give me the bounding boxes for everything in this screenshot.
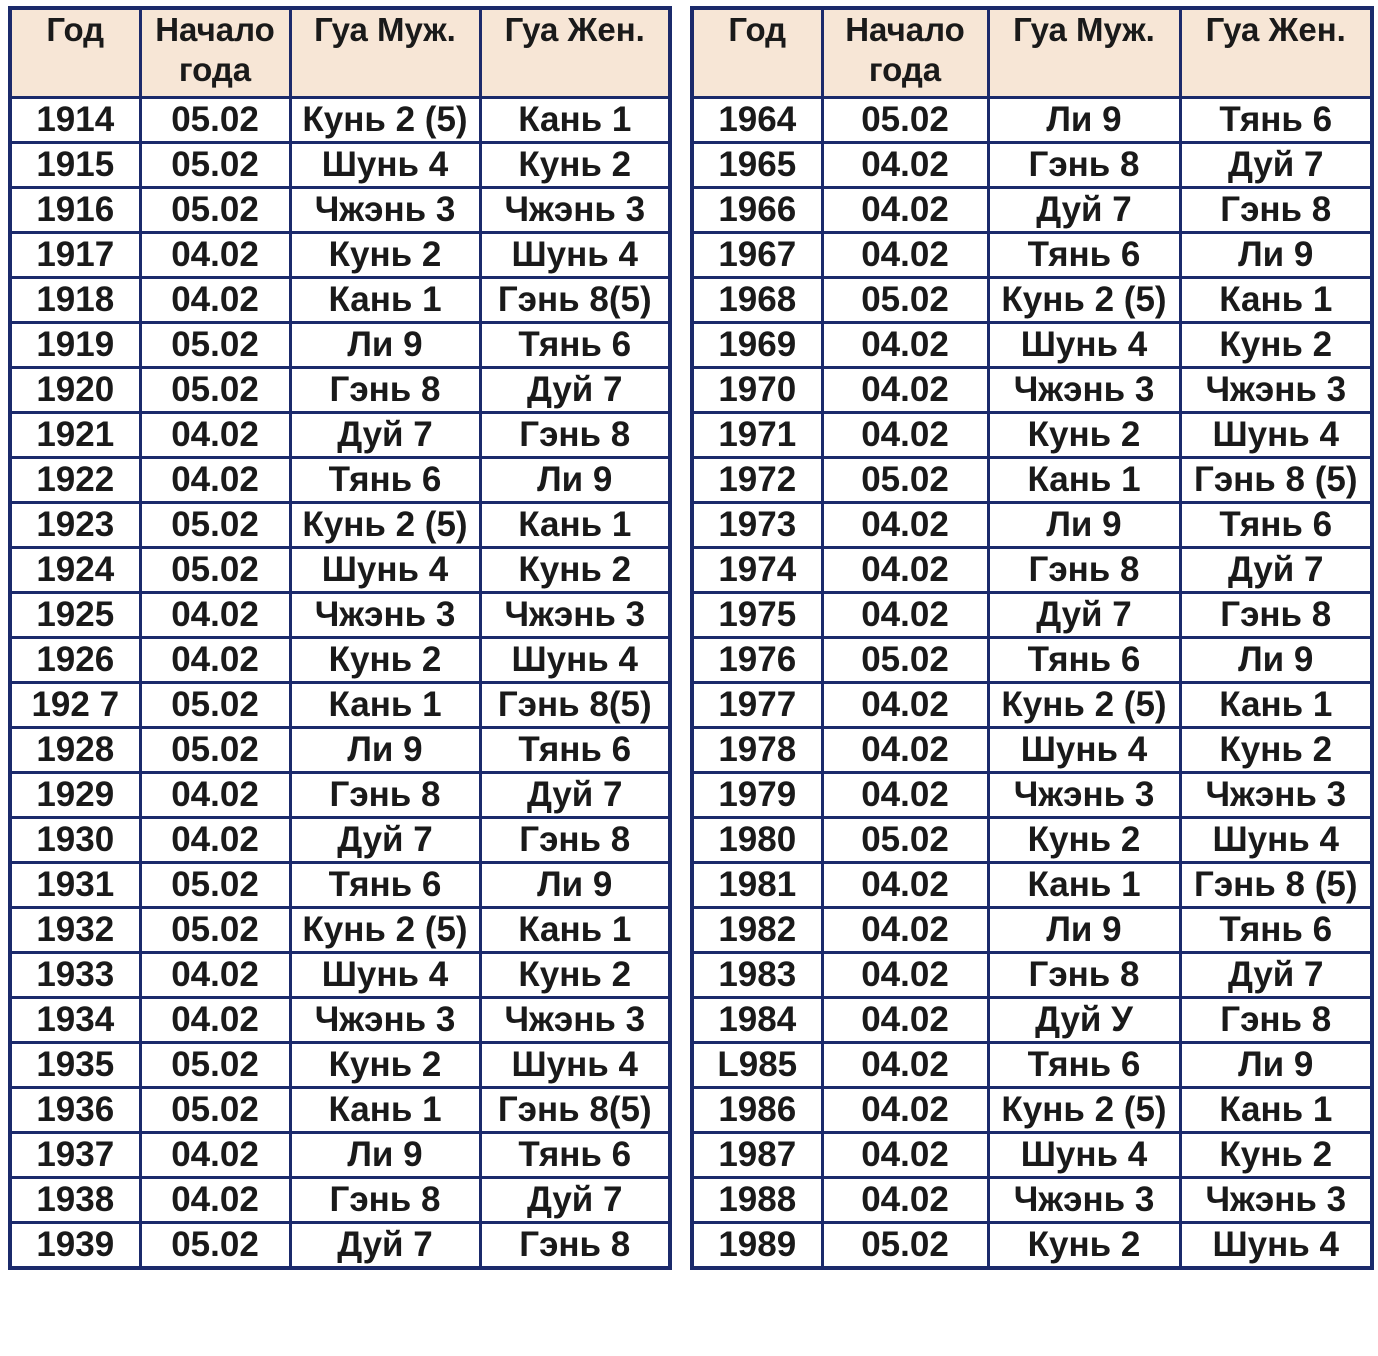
year-cell: 1979 xyxy=(692,773,822,818)
start-date-cell: 04.02 xyxy=(822,728,988,773)
year-cell: 1971 xyxy=(692,413,822,458)
gua-male-cell: Дуй 7 xyxy=(290,413,480,458)
table-row xyxy=(10,953,670,998)
gua-male-cell: Шунь 4 xyxy=(290,953,480,998)
year-cell: 1932 xyxy=(10,908,140,953)
gua-male-cell: Шунь 4 xyxy=(290,548,480,593)
gua-male-cell: Гэнь 8 xyxy=(988,953,1180,998)
table-row xyxy=(692,1223,1372,1269)
gua-female-cell: Кань 1 xyxy=(1180,1088,1372,1133)
gua-female-cell: Шунь 4 xyxy=(480,638,670,683)
gua-male-cell: Ли 9 xyxy=(988,503,1180,548)
year-cell: 1976 xyxy=(692,638,822,683)
start-date-cell: 04.02 xyxy=(140,773,290,818)
gua-male-cell: Дуй 7 xyxy=(988,593,1180,638)
table-row xyxy=(10,503,670,548)
start-date-cell: 04.02 xyxy=(140,1133,290,1178)
gua-male-cell: Гэнь 8 xyxy=(988,548,1180,593)
table-row xyxy=(10,818,670,863)
table-row xyxy=(10,773,670,818)
table-row xyxy=(10,458,670,503)
year-cell: L985 xyxy=(692,1043,822,1088)
table-gap xyxy=(672,6,690,1270)
start-date-cell: 05.02 xyxy=(140,683,290,728)
year-cell: 1965 xyxy=(692,143,822,188)
table-row xyxy=(692,863,1372,908)
gua-male-cell: Чжэнь 3 xyxy=(290,188,480,233)
gua-male-cell: Шунь 4 xyxy=(988,1133,1180,1178)
start-date-cell: 04.02 xyxy=(140,1178,290,1223)
header-gua-female: Гуа Жен. xyxy=(480,8,670,98)
gua-female-cell: Гэнь 8 xyxy=(480,413,670,458)
start-date-cell: 04.02 xyxy=(822,188,988,233)
year-cell: 1930 xyxy=(10,818,140,863)
header-start: Начало года xyxy=(822,8,988,98)
gua-male-cell: Кань 1 xyxy=(290,278,480,323)
year-cell: 1981 xyxy=(692,863,822,908)
start-date-cell: 04.02 xyxy=(822,323,988,368)
year-cell: 1917 xyxy=(10,233,140,278)
start-date-cell: 04.02 xyxy=(140,278,290,323)
gua-female-cell: Кунь 2 xyxy=(480,953,670,998)
start-date-cell: 05.02 xyxy=(140,548,290,593)
table-row xyxy=(692,143,1372,188)
gua-female-cell: Гэнь 8 xyxy=(480,1223,670,1269)
gua-male-cell: Кунь 2 (5) xyxy=(290,908,480,953)
start-date-cell: 04.02 xyxy=(822,143,988,188)
gua-female-cell: Чжэнь 3 xyxy=(480,593,670,638)
year-cell: 1934 xyxy=(10,998,140,1043)
gua-male-cell: Кунь 2 (5) xyxy=(988,683,1180,728)
year-cell: 1969 xyxy=(692,323,822,368)
table-row xyxy=(10,683,670,728)
header-year: Год xyxy=(10,8,140,98)
table-row xyxy=(10,143,670,188)
start-date-cell: 05.02 xyxy=(140,1223,290,1269)
start-date-cell: 04.02 xyxy=(822,1133,988,1178)
year-cell: 1920 xyxy=(10,368,140,413)
year-cell: 1970 xyxy=(692,368,822,413)
year-cell: 1984 xyxy=(692,998,822,1043)
start-date-cell: 05.02 xyxy=(822,98,988,143)
gua-female-cell: Кань 1 xyxy=(1180,278,1372,323)
year-cell: 1977 xyxy=(692,683,822,728)
gua-female-cell: Шунь 4 xyxy=(480,1043,670,1088)
year-cell: 1968 xyxy=(692,278,822,323)
gua-male-cell: Ли 9 xyxy=(290,323,480,368)
year-cell: 1964 xyxy=(692,98,822,143)
table-row xyxy=(692,98,1372,143)
gua-female-cell: Кань 1 xyxy=(480,503,670,548)
gua-female-cell: Кунь 2 xyxy=(1180,323,1372,368)
gua-male-cell: Чжэнь 3 xyxy=(290,998,480,1043)
year-cell: 1924 xyxy=(10,548,140,593)
table-row xyxy=(10,908,670,953)
gua-female-cell: Дуй 7 xyxy=(480,1178,670,1223)
year-cell: 1982 xyxy=(692,908,822,953)
start-date-cell: 04.02 xyxy=(140,413,290,458)
gua-male-cell: Кунь 2 (5) xyxy=(290,503,480,548)
header-start: Начало года xyxy=(140,8,290,98)
table-row xyxy=(10,1133,670,1178)
year-cell: 1918 xyxy=(10,278,140,323)
year-cell: 1937 xyxy=(10,1133,140,1178)
gua-table-right xyxy=(690,6,1374,1270)
gua-male-cell: Дуй 7 xyxy=(290,818,480,863)
table-row xyxy=(10,1088,670,1133)
year-cell: 1983 xyxy=(692,953,822,998)
gua-male-cell: Кань 1 xyxy=(988,863,1180,908)
gua-female-cell: Гэнь 8 xyxy=(1180,593,1372,638)
gua-female-cell: Дуй 7 xyxy=(1180,143,1372,188)
gua-male-cell: Дуй 7 xyxy=(290,1223,480,1269)
start-date-cell: 05.02 xyxy=(822,818,988,863)
gua-female-cell: Ли 9 xyxy=(480,458,670,503)
gua-female-cell: Дуй 7 xyxy=(480,773,670,818)
gua-female-cell: Шунь 4 xyxy=(480,233,670,278)
header-row xyxy=(10,8,670,98)
start-date-cell: 04.02 xyxy=(822,548,988,593)
year-cell: 1929 xyxy=(10,773,140,818)
year-cell: 192 7 xyxy=(10,683,140,728)
gua-female-cell: Чжэнь 3 xyxy=(1180,773,1372,818)
table-row xyxy=(692,998,1372,1043)
gua-female-cell: Гэнь 8(5) xyxy=(480,683,670,728)
start-date-cell: 04.02 xyxy=(140,818,290,863)
table-row xyxy=(10,728,670,773)
start-date-cell: 05.02 xyxy=(140,503,290,548)
gua-male-cell: Тянь 6 xyxy=(290,863,480,908)
start-date-cell: 05.02 xyxy=(822,1223,988,1269)
table-row xyxy=(692,593,1372,638)
table-row xyxy=(692,548,1372,593)
year-cell: 1988 xyxy=(692,1178,822,1223)
start-date-cell: 04.02 xyxy=(822,1088,988,1133)
start-date-cell: 04.02 xyxy=(822,368,988,413)
gua-female-cell: Ли 9 xyxy=(480,863,670,908)
start-date-cell: 05.02 xyxy=(822,278,988,323)
gua-male-cell: Кунь 2 xyxy=(290,638,480,683)
table-row xyxy=(692,1088,1372,1133)
start-date-cell: 05.02 xyxy=(140,98,290,143)
start-date-cell: 05.02 xyxy=(822,638,988,683)
table-row xyxy=(10,593,670,638)
start-date-cell: 05.02 xyxy=(140,863,290,908)
year-cell: 1967 xyxy=(692,233,822,278)
table-row xyxy=(10,233,670,278)
gua-male-cell: Кунь 2 (5) xyxy=(988,1088,1180,1133)
gua-female-cell: Кань 1 xyxy=(480,98,670,143)
gua-male-cell: Ли 9 xyxy=(988,908,1180,953)
start-date-cell: 05.02 xyxy=(140,1088,290,1133)
table-row xyxy=(692,953,1372,998)
table-row xyxy=(10,188,670,233)
start-date-cell: 04.02 xyxy=(822,503,988,548)
start-date-cell: 04.02 xyxy=(140,638,290,683)
gua-male-cell: Кунь 2 xyxy=(988,818,1180,863)
gua-female-cell: Гэнь 8 (5) xyxy=(1180,458,1372,503)
year-cell: 1922 xyxy=(10,458,140,503)
year-cell: 1973 xyxy=(692,503,822,548)
start-date-cell: 04.02 xyxy=(822,998,988,1043)
gua-male-cell: Кунь 2 xyxy=(988,1223,1180,1269)
year-cell: 1978 xyxy=(692,728,822,773)
start-date-cell: 04.02 xyxy=(822,413,988,458)
gua-male-cell: Ли 9 xyxy=(290,728,480,773)
gua-female-cell: Тянь 6 xyxy=(1180,98,1372,143)
gua-female-cell: Кунь 2 xyxy=(1180,728,1372,773)
table-row xyxy=(692,458,1372,503)
start-date-cell: 04.02 xyxy=(140,458,290,503)
gua-female-cell: Тянь 6 xyxy=(480,728,670,773)
gua-female-cell: Ли 9 xyxy=(1180,1043,1372,1088)
gua-male-cell: Тянь 6 xyxy=(988,638,1180,683)
start-date-cell: 04.02 xyxy=(822,1178,988,1223)
start-date-cell: 04.02 xyxy=(822,683,988,728)
table-row xyxy=(692,908,1372,953)
table-row xyxy=(692,233,1372,278)
year-cell: 1938 xyxy=(10,1178,140,1223)
gua-male-cell: Чжэнь 3 xyxy=(290,593,480,638)
table-row xyxy=(10,863,670,908)
gua-female-cell: Кунь 2 xyxy=(480,143,670,188)
gua-male-cell: Гэнь 8 xyxy=(290,1178,480,1223)
header-gua-female: Гуа Жен. xyxy=(1180,8,1372,98)
gua-female-cell: Шунь 4 xyxy=(1180,1223,1372,1269)
gua-table-left xyxy=(8,6,672,1270)
gua-female-cell: Чжэнь 3 xyxy=(480,998,670,1043)
year-cell: 1980 xyxy=(692,818,822,863)
year-cell: 1931 xyxy=(10,863,140,908)
gua-female-cell: Чжэнь 3 xyxy=(1180,368,1372,413)
gua-female-cell: Кунь 2 xyxy=(480,548,670,593)
year-cell: 1966 xyxy=(692,188,822,233)
year-cell: 1987 xyxy=(692,1133,822,1178)
year-cell: 1914 xyxy=(10,98,140,143)
gua-male-cell: Шунь 4 xyxy=(988,728,1180,773)
gua-male-cell: Чжэнь 3 xyxy=(988,368,1180,413)
table-row xyxy=(692,278,1372,323)
gua-male-cell: Шунь 4 xyxy=(290,143,480,188)
year-cell: 1972 xyxy=(692,458,822,503)
table-row xyxy=(692,1178,1372,1223)
gua-male-cell: Кунь 2 (5) xyxy=(290,98,480,143)
gua-male-cell: Кань 1 xyxy=(988,458,1180,503)
start-date-cell: 04.02 xyxy=(140,593,290,638)
gua-male-cell: Ли 9 xyxy=(290,1133,480,1178)
table-row xyxy=(692,773,1372,818)
gua-female-cell: Тянь 6 xyxy=(1180,503,1372,548)
start-date-cell: 05.02 xyxy=(140,188,290,233)
gua-male-cell: Дуй У xyxy=(988,998,1180,1043)
gua-male-cell: Кунь 2 xyxy=(290,233,480,278)
table-row xyxy=(10,98,670,143)
gua-female-cell: Ли 9 xyxy=(1180,638,1372,683)
gua-female-cell: Тянь 6 xyxy=(1180,908,1372,953)
year-cell: 1936 xyxy=(10,1088,140,1133)
start-date-cell: 05.02 xyxy=(140,323,290,368)
start-date-cell: 05.02 xyxy=(140,728,290,773)
table-row xyxy=(10,638,670,683)
gua-female-cell: Гэнь 8 xyxy=(1180,188,1372,233)
gua-female-cell: Дуй 7 xyxy=(1180,953,1372,998)
gua-female-cell: Гэнь 8 xyxy=(1180,998,1372,1043)
table-row xyxy=(10,548,670,593)
year-cell: 1975 xyxy=(692,593,822,638)
start-date-cell: 04.02 xyxy=(822,953,988,998)
table-row xyxy=(692,683,1372,728)
year-cell: 1921 xyxy=(10,413,140,458)
year-cell: 1986 xyxy=(692,1088,822,1133)
table-row xyxy=(692,1133,1372,1178)
start-date-cell: 05.02 xyxy=(140,368,290,413)
gua-male-cell: Кунь 2 xyxy=(290,1043,480,1088)
start-date-cell: 04.02 xyxy=(822,863,988,908)
gua-female-cell: Дуй 7 xyxy=(1180,548,1372,593)
gua-female-cell: Кунь 2 xyxy=(1180,1133,1372,1178)
gua-male-cell: Кунь 2 (5) xyxy=(988,278,1180,323)
start-date-cell: 04.02 xyxy=(140,998,290,1043)
gua-female-cell: Чжэнь 3 xyxy=(480,188,670,233)
start-date-cell: 05.02 xyxy=(140,143,290,188)
year-cell: 1915 xyxy=(10,143,140,188)
table-row xyxy=(10,1043,670,1088)
table-row xyxy=(10,998,670,1043)
table-row xyxy=(10,368,670,413)
table-row xyxy=(692,638,1372,683)
table-row xyxy=(692,323,1372,368)
year-cell: 1919 xyxy=(10,323,140,368)
table-row xyxy=(692,1043,1372,1088)
gua-female-cell: Шунь 4 xyxy=(1180,818,1372,863)
table-row xyxy=(692,818,1372,863)
header-gua-male: Гуа Муж. xyxy=(988,8,1180,98)
year-cell: 1935 xyxy=(10,1043,140,1088)
year-cell: 1926 xyxy=(10,638,140,683)
gua-female-cell: Чжэнь 3 xyxy=(1180,1178,1372,1223)
start-date-cell: 04.02 xyxy=(822,233,988,278)
gua-male-cell: Гэнь 8 xyxy=(290,773,480,818)
header-year: Год xyxy=(692,8,822,98)
year-cell: 1974 xyxy=(692,548,822,593)
start-date-cell: 04.02 xyxy=(822,773,988,818)
gua-male-cell: Тянь 6 xyxy=(290,458,480,503)
start-date-cell: 05.02 xyxy=(822,458,988,503)
year-cell: 1916 xyxy=(10,188,140,233)
gua-female-cell: Тянь 6 xyxy=(480,1133,670,1178)
gua-male-cell: Кунь 2 xyxy=(988,413,1180,458)
table-row xyxy=(10,278,670,323)
start-date-cell: 04.02 xyxy=(822,908,988,953)
gua-female-cell: Тянь 6 xyxy=(480,323,670,368)
gua-male-cell: Шунь 4 xyxy=(988,323,1180,368)
start-date-cell: 05.02 xyxy=(140,1043,290,1088)
table-row xyxy=(692,413,1372,458)
gua-male-cell: Дуй 7 xyxy=(988,188,1180,233)
year-cell: 1923 xyxy=(10,503,140,548)
gua-female-cell: Кань 1 xyxy=(480,908,670,953)
gua-male-cell: Тянь 6 xyxy=(988,1043,1180,1088)
gua-male-cell: Тянь 6 xyxy=(988,233,1180,278)
gua-female-cell: Дуй 7 xyxy=(480,368,670,413)
gua-male-cell: Чжэнь 3 xyxy=(988,773,1180,818)
gua-female-cell: Ли 9 xyxy=(1180,233,1372,278)
start-date-cell: 05.02 xyxy=(140,908,290,953)
gua-tables xyxy=(8,6,1374,1270)
start-date-cell: 04.02 xyxy=(140,233,290,278)
gua-male-cell: Гэнь 8 xyxy=(988,143,1180,188)
header-gua-male: Гуа Муж. xyxy=(290,8,480,98)
gua-female-cell: Гэнь 8(5) xyxy=(480,278,670,323)
gua-male-cell: Гэнь 8 xyxy=(290,368,480,413)
table-row xyxy=(10,1178,670,1223)
start-date-cell: 04.02 xyxy=(822,1043,988,1088)
start-date-cell: 04.02 xyxy=(822,593,988,638)
gua-female-cell: Гэнь 8 xyxy=(480,818,670,863)
table-row xyxy=(692,188,1372,233)
start-date-cell: 04.02 xyxy=(140,953,290,998)
year-cell: 1939 xyxy=(10,1223,140,1269)
gua-female-cell: Гэнь 8(5) xyxy=(480,1088,670,1133)
gua-female-cell: Кань 1 xyxy=(1180,683,1372,728)
table-row xyxy=(692,503,1372,548)
table-row xyxy=(10,323,670,368)
year-cell: 1933 xyxy=(10,953,140,998)
header-row xyxy=(692,8,1372,98)
gua-male-cell: Кань 1 xyxy=(290,683,480,728)
year-cell: 1928 xyxy=(10,728,140,773)
table-row xyxy=(692,728,1372,773)
year-cell: 1989 xyxy=(692,1223,822,1269)
gua-female-cell: Шунь 4 xyxy=(1180,413,1372,458)
gua-male-cell: Кань 1 xyxy=(290,1088,480,1133)
gua-male-cell: Ли 9 xyxy=(988,98,1180,143)
gua-male-cell: Чжэнь 3 xyxy=(988,1178,1180,1223)
year-cell: 1925 xyxy=(10,593,140,638)
table-row xyxy=(10,413,670,458)
table-row xyxy=(692,368,1372,413)
table-row xyxy=(10,1223,670,1269)
gua-female-cell: Гэнь 8 (5) xyxy=(1180,863,1372,908)
